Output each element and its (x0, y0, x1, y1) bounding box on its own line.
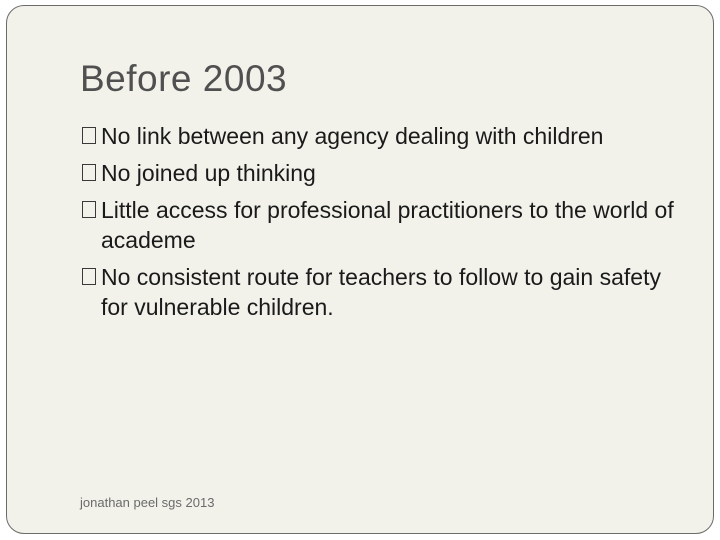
checkbox-glyph-icon (82, 127, 96, 144)
bullet-text: No consistent route for teachers to follow to gain safety for vulnerable children. (101, 264, 661, 320)
slide-footer: jonathan peel sgs 2013 (80, 495, 215, 510)
bullet-list (80, 121, 680, 329)
bullet-text: No joined up thinking (101, 160, 316, 186)
checkbox-glyph-icon (82, 268, 96, 285)
bullet-item (80, 262, 680, 322)
bullet-item (80, 121, 680, 151)
checkbox-glyph-icon (82, 164, 96, 181)
bullet-item (80, 195, 680, 255)
checkbox-glyph-icon (82, 201, 96, 218)
bullet-text: No link between any agency dealing with children (101, 123, 604, 149)
bullet-text: Little access for professional practitioners to the world of academe (101, 197, 674, 253)
slide-title: Before 2003 (80, 58, 288, 99)
bullet-item (80, 158, 680, 188)
